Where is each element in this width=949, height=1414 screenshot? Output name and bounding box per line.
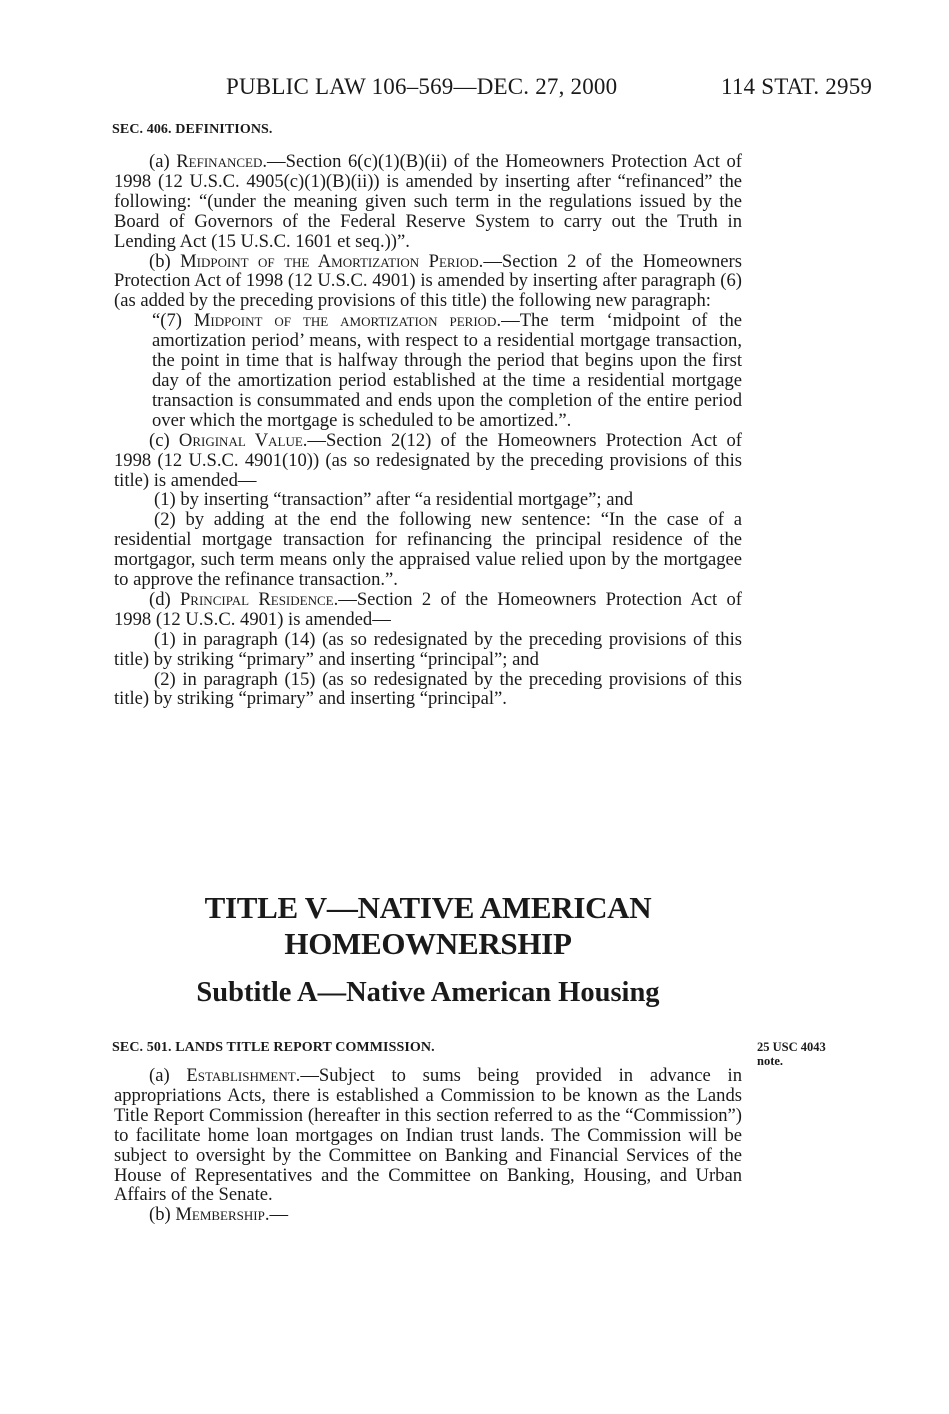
paragraph-406b-7: “(7) Midpoint of the amortization period.—The term ‘midpoint of the amortization period’ means, with respect to a residential mortgage transaction, the point in time that is halfway through the period that begins upon the first day of the amortization period established at the time a residential mortgage transaction is consummated and ends upon the completion of the entire period over which the mortgage is scheduled to be amortized.”. (152, 310, 742, 431)
section-501-heading: SEC. 501. LANDS TITLE REPORT COMMISSION. (112, 1040, 435, 1055)
subtitle-a-heading: Subtitle A—Native American Housing (196, 977, 660, 1008)
paragraph-406d-2: (2) in paragraph (15) (as so redesignated by the preceding provisions of this title) by striking “primary” and inserting “principal”. (114, 668, 742, 710)
term-refinanced: Refinanced (176, 151, 263, 172)
running-header-stat: 114 STAT. 2959 (721, 74, 873, 99)
subsection-406b: (b) Midpoint of the Amortization Period.—Section 2 of the Homeowners Protection Act of 1998 (12 U.S.C. 4901) is amended by inserting after paragraph (6) (as added by the preceding provisions of this title) the following new paragraph: (114, 250, 742, 312)
term-midpoint: Midpoint of the Amortization Period (180, 250, 479, 272)
subsection-501a: (a) Establishment.—Subject to sums being provided in advance in appropriations Acts, there is established a Commission to be known as the Lands Title Report Commission (hereafter in this section referred to as the “Commission”) to facilitate home loan mortgages on Indian trust lands. The Commission will be subject to oversight by the Committee on Banking and Financial Services of the House of Representatives and the Committee on Banking, Housing, and Urban Affairs of the Senate. (114, 1065, 742, 1206)
paragraph-406d-1: (1) in paragraph (14) (as so redesignated by the preceding provisions of this title) by striking “primary” and inserting “principal”; and (114, 628, 742, 670)
term-midpoint-inner: Midpoint of the amortization period (193, 310, 497, 332)
running-header-law: PUBLIC LAW 106–569—DEC. 27, 2000 (226, 74, 618, 99)
section-406-heading: SEC. 406. DEFINITIONS. (112, 122, 273, 137)
term-original-value: Original Value (178, 429, 303, 451)
section-406-body (114, 152, 742, 709)
section-501-body (114, 1066, 742, 1225)
term-principal-residence: Principal Residence (179, 588, 334, 610)
subsection-406c: (c) Original Value.—Section 2(12) of the Homeowners Protection Act of 1998 (12 U.S.C. 4901(10)) (as so redesignated by the preceding provisions of this title) is amended— (114, 429, 742, 491)
paragraph-406c-1: (1) by inserting “transaction” after “a residential mortgage”; and (154, 489, 634, 511)
term-establishment: Establishment (186, 1065, 296, 1086)
subsection-501b: (b) Membership.— (149, 1204, 289, 1226)
paragraph-406c-2: (2) by adding at the end the following new sentence: “In the case of a residential mortgage transaction for refinancing the principal residence of the mortgagor, such term means only the appraised value relied upon by the mortgagee to approve the refinance transaction.”. (114, 509, 742, 591)
title-v-heading: TITLE V—NATIVE AMERICAN HOMEOWNERSHIP (204, 890, 652, 961)
term-membership: Membership (175, 1204, 265, 1226)
subsection-406a: (a) Refinanced.—Section 6(c)(1)(B)(ii) of the Homeowners Protection Act of 1998 (12 U.S.C. 4905(c)(1)(B)(ii)) is amended by inserting after “refinanced” the following: “(under the meaning given such term in the regulations issued by the Board of Governors of the Federal Reserve System to carry out the Truth in Lending Act (15 U.S.C. 1601 et seq.))”. (114, 151, 742, 252)
margin-note-citation: 25 USC 4043 note. (757, 1040, 826, 1068)
subsection-406d: (d) Principal Residence.—Section 2 of the Homeowners Protection Act of 1998 (12 U.S.C. 4901) is amended— (114, 588, 742, 630)
